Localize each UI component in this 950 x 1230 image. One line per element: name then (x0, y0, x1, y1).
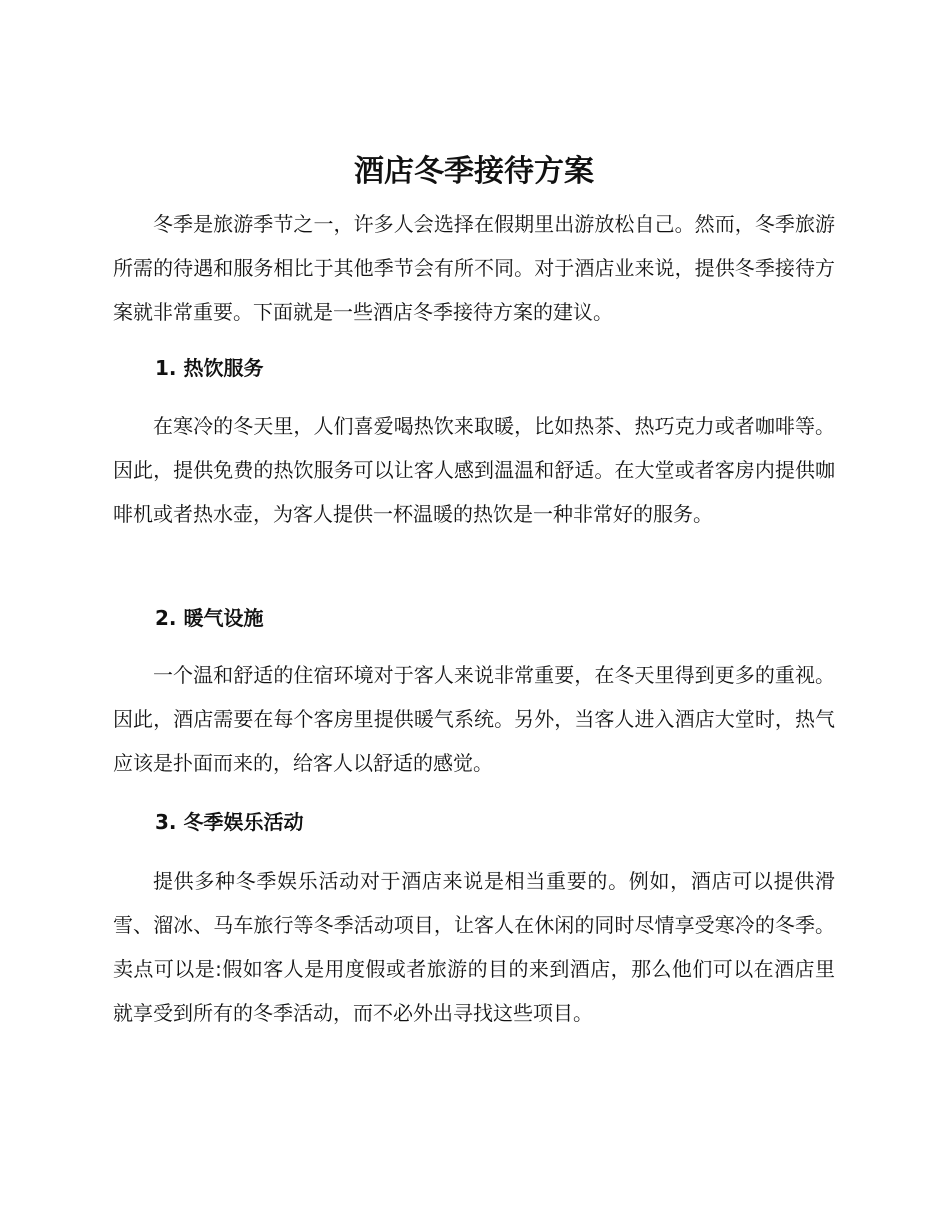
section-heading-heating: 2. 暖气设施 (155, 606, 264, 630)
section-body-hot-drinks: 在寒冷的冬天里，人们喜爱喝热饮来取暖，比如热茶、热巧克力或者咖啡等。因此，提供免费的热饮服务可以让客人感到温温和舒适。在大堂或者客房内提供咖啡机或者热水壶，为客人提供一杯温暖的热饮是一种非常好的服务。 (113, 414, 835, 526)
section-body-heating: 一个温和舒适的住宿环境对于客人来说非常重要，在冬天里得到更多的重视。因此，酒店需要在每个客房里提供暖气系统。另外，当客人进入酒店大堂时，热气应该是扑面而来的，给客人以舒适的感觉。 (113, 663, 835, 775)
section-heading-winter-activities: 3. 冬季娱乐活动 (155, 810, 304, 834)
section-body-winter-activities: 提供多种冬季娱乐活动对于酒店来说是相当重要的。例如，酒店可以提供滑雪、溜冰、马车旅行等冬季活动项目，让客人在休闲的同时尽情享受寒冷的冬季。卖点可以是:假如客人是用度假或者旅游的目的来到酒店，那么他们可以在酒店里就享受到所有的冬季活动，而不必外出寻找这些项目。 (113, 869, 835, 1025)
section-heading-hot-drinks: 1. 热饮服务 (155, 356, 264, 380)
intro-paragraph: 冬季是旅游季节之一，许多人会选择在假期里出游放松自己。然而，冬季旅游所需的待遇和服务相比于其他季节会有所不同。对于酒店业来说，提供冬季接待方案就非常重要。下面就是一些酒店冬季接待方案的建议。 (113, 212, 835, 324)
document-title: 酒店冬季接待方案 (354, 154, 594, 189)
